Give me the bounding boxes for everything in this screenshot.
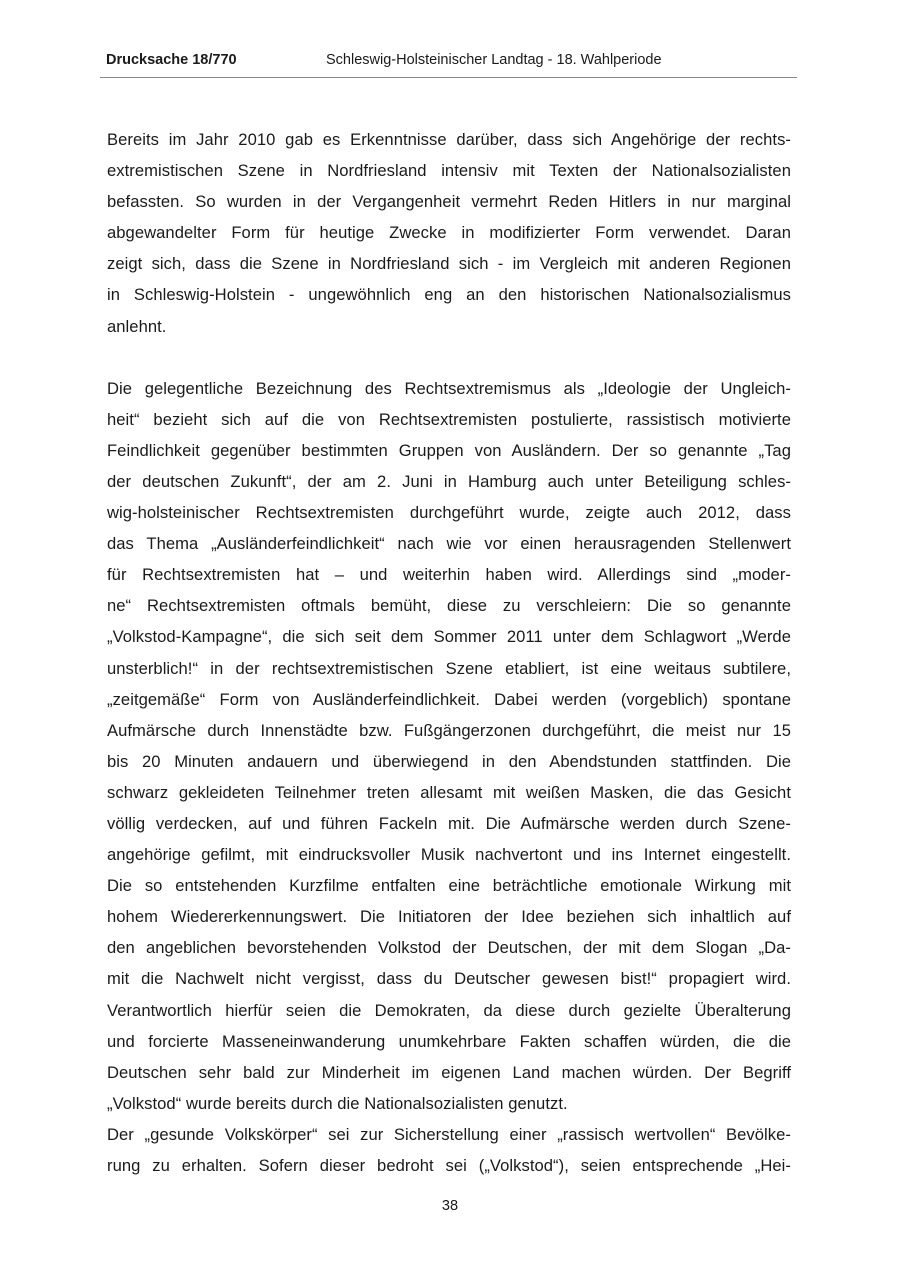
paragraph-3	[107, 1119, 791, 1181]
page-number: 38	[441, 1198, 459, 1214]
text-line: unsterblich!“ in der rechtsextremistischen Szene etabliert, ist eine weitaus subtilere,	[107, 658, 791, 678]
text-line: anlehnt.	[107, 316, 167, 336]
text-line: Die so entstehenden Kurzfilme entfalten eine beträchtliche emotionale Wirkung mit	[107, 876, 791, 896]
text-line: Feindlichkeit gegenüber bestimmten Gruppen von Ausländern. Der so genannte „Tag	[107, 440, 791, 460]
text-line: das Thema „Ausländerfeindlichkeit“ nach wie vor einen herausragenden Stellenwert	[107, 534, 791, 554]
text-line: Verantwortlich hierfür seien die Demokraten, da diese durch gezielte Überalterung	[107, 1000, 791, 1020]
text-line: angehörige gefilmt, mit eindrucksvoller Musik nachvertont und ins Internet eingestellt.	[107, 845, 791, 865]
paragraph-2	[107, 373, 791, 1119]
paragraph-1	[107, 124, 791, 342]
paragraph-spacer	[107, 342, 791, 373]
text-line: rung zu erhalten. Sofern dieser bedroht sei („Volkstod“), seien entsprechende „Hei-	[107, 1156, 791, 1175]
text-line: mit die Nachwelt nicht vergisst, dass du Deutscher gewesen bist!“ propagiert wird.	[107, 969, 791, 989]
text-line: schwarz gekleideten Teilnehmer treten allesamt mit weißen Masken, die das Gesicht	[107, 782, 791, 802]
text-line: Deutschen sehr bald zur Minderheit im eigenen Land machen würden. Der Begriff	[107, 1062, 791, 1082]
text-line: für Rechtsextremisten hat – und weiterhin haben wird. Allerdings sind „moder-	[107, 565, 791, 585]
text-line: Der „gesunde Volkskörper“ sei zur Sicherstellung einer „rassisch wertvollen“ Bevölke-	[107, 1124, 791, 1144]
text-line: der deutschen Zukunft“, der am 2. Juni in Hamburg auch unter Beteiligung schles-	[107, 471, 791, 491]
text-line: hohem Wiedererkennungswert. Die Initiatoren der Idee beziehen sich inhaltlich auf	[107, 907, 791, 927]
text-line: bis 20 Minuten andauern und überwiegend in den Abendstunden stattfinden. Die	[107, 751, 791, 771]
text-line: völlig verdecken, auf und führen Fackeln mit. Die Aufmärsche werden durch Szene-	[107, 813, 791, 833]
text-line: „Volkstod“ wurde bereits durch die Nationalsozialisten genutzt.	[107, 1093, 568, 1113]
text-line: wig-holsteinischer Rechtsextremisten durchgeführt wurde, zeigte auch 2012, dass	[107, 503, 791, 523]
text-line: abgewandelter Form für heutige Zwecke in modifizierter Form verwendet. Daran	[107, 223, 791, 243]
text-line: extremistischen Szene in Nordfriesland intensiv mit Texten der Nationalsozialisten	[107, 161, 791, 181]
text-line: ne“ Rechtsextremisten oftmals bemüht, diese zu verschleiern: Die so genannte	[107, 596, 791, 616]
document-number: Drucksache 18/770	[106, 52, 237, 68]
body-text	[107, 124, 791, 1181]
text-line: in Schleswig-Holstein - ungewöhnlich eng an den historischen Nationalsozialismus	[107, 285, 791, 305]
text-line: den angeblichen bevorstehenden Volkstod der Deutschen, der mit dem Slogan „Da-	[107, 938, 791, 958]
text-line: Bereits im Jahr 2010 gab es Erkenntnisse darüber, dass sich Angehörige der rechts-	[107, 130, 791, 149]
parliament-title: Schleswig-Holsteinischer Landtag - 18. Wahlperiode	[326, 52, 662, 68]
text-line: „Volkstod-Kampagne“, die sich seit dem Sommer 2011 unter dem Schlagwort „Werde	[107, 627, 791, 647]
page-header	[106, 52, 796, 76]
text-line: heit“ bezieht sich auf die von Rechtsextremisten postulierte, rassistisch motivierte	[107, 409, 791, 429]
header-divider	[100, 77, 797, 78]
text-line: Aufmärsche durch Innenstädte bzw. Fußgängerzonen durchgeführt, die meist nur 15	[107, 720, 791, 740]
text-line: befassten. So wurden in der Vergangenheit vermehrt Reden Hitlers in nur marginal	[107, 192, 791, 212]
text-line: zeigt sich, dass die Szene in Nordfriesland sich - im Vergleich mit anderen Regionen	[107, 254, 791, 274]
text-line: Die gelegentliche Bezeichnung des Rechtsextremismus als „Ideologie der Ungleich-	[107, 378, 791, 398]
text-line: „zeitgemäße“ Form von Ausländerfeindlichkeit. Dabei werden (vorgeblich) spontane	[107, 689, 791, 709]
text-line: und forcierte Masseneinwanderung unumkehrbare Fakten schaffen würden, die die	[107, 1031, 791, 1051]
